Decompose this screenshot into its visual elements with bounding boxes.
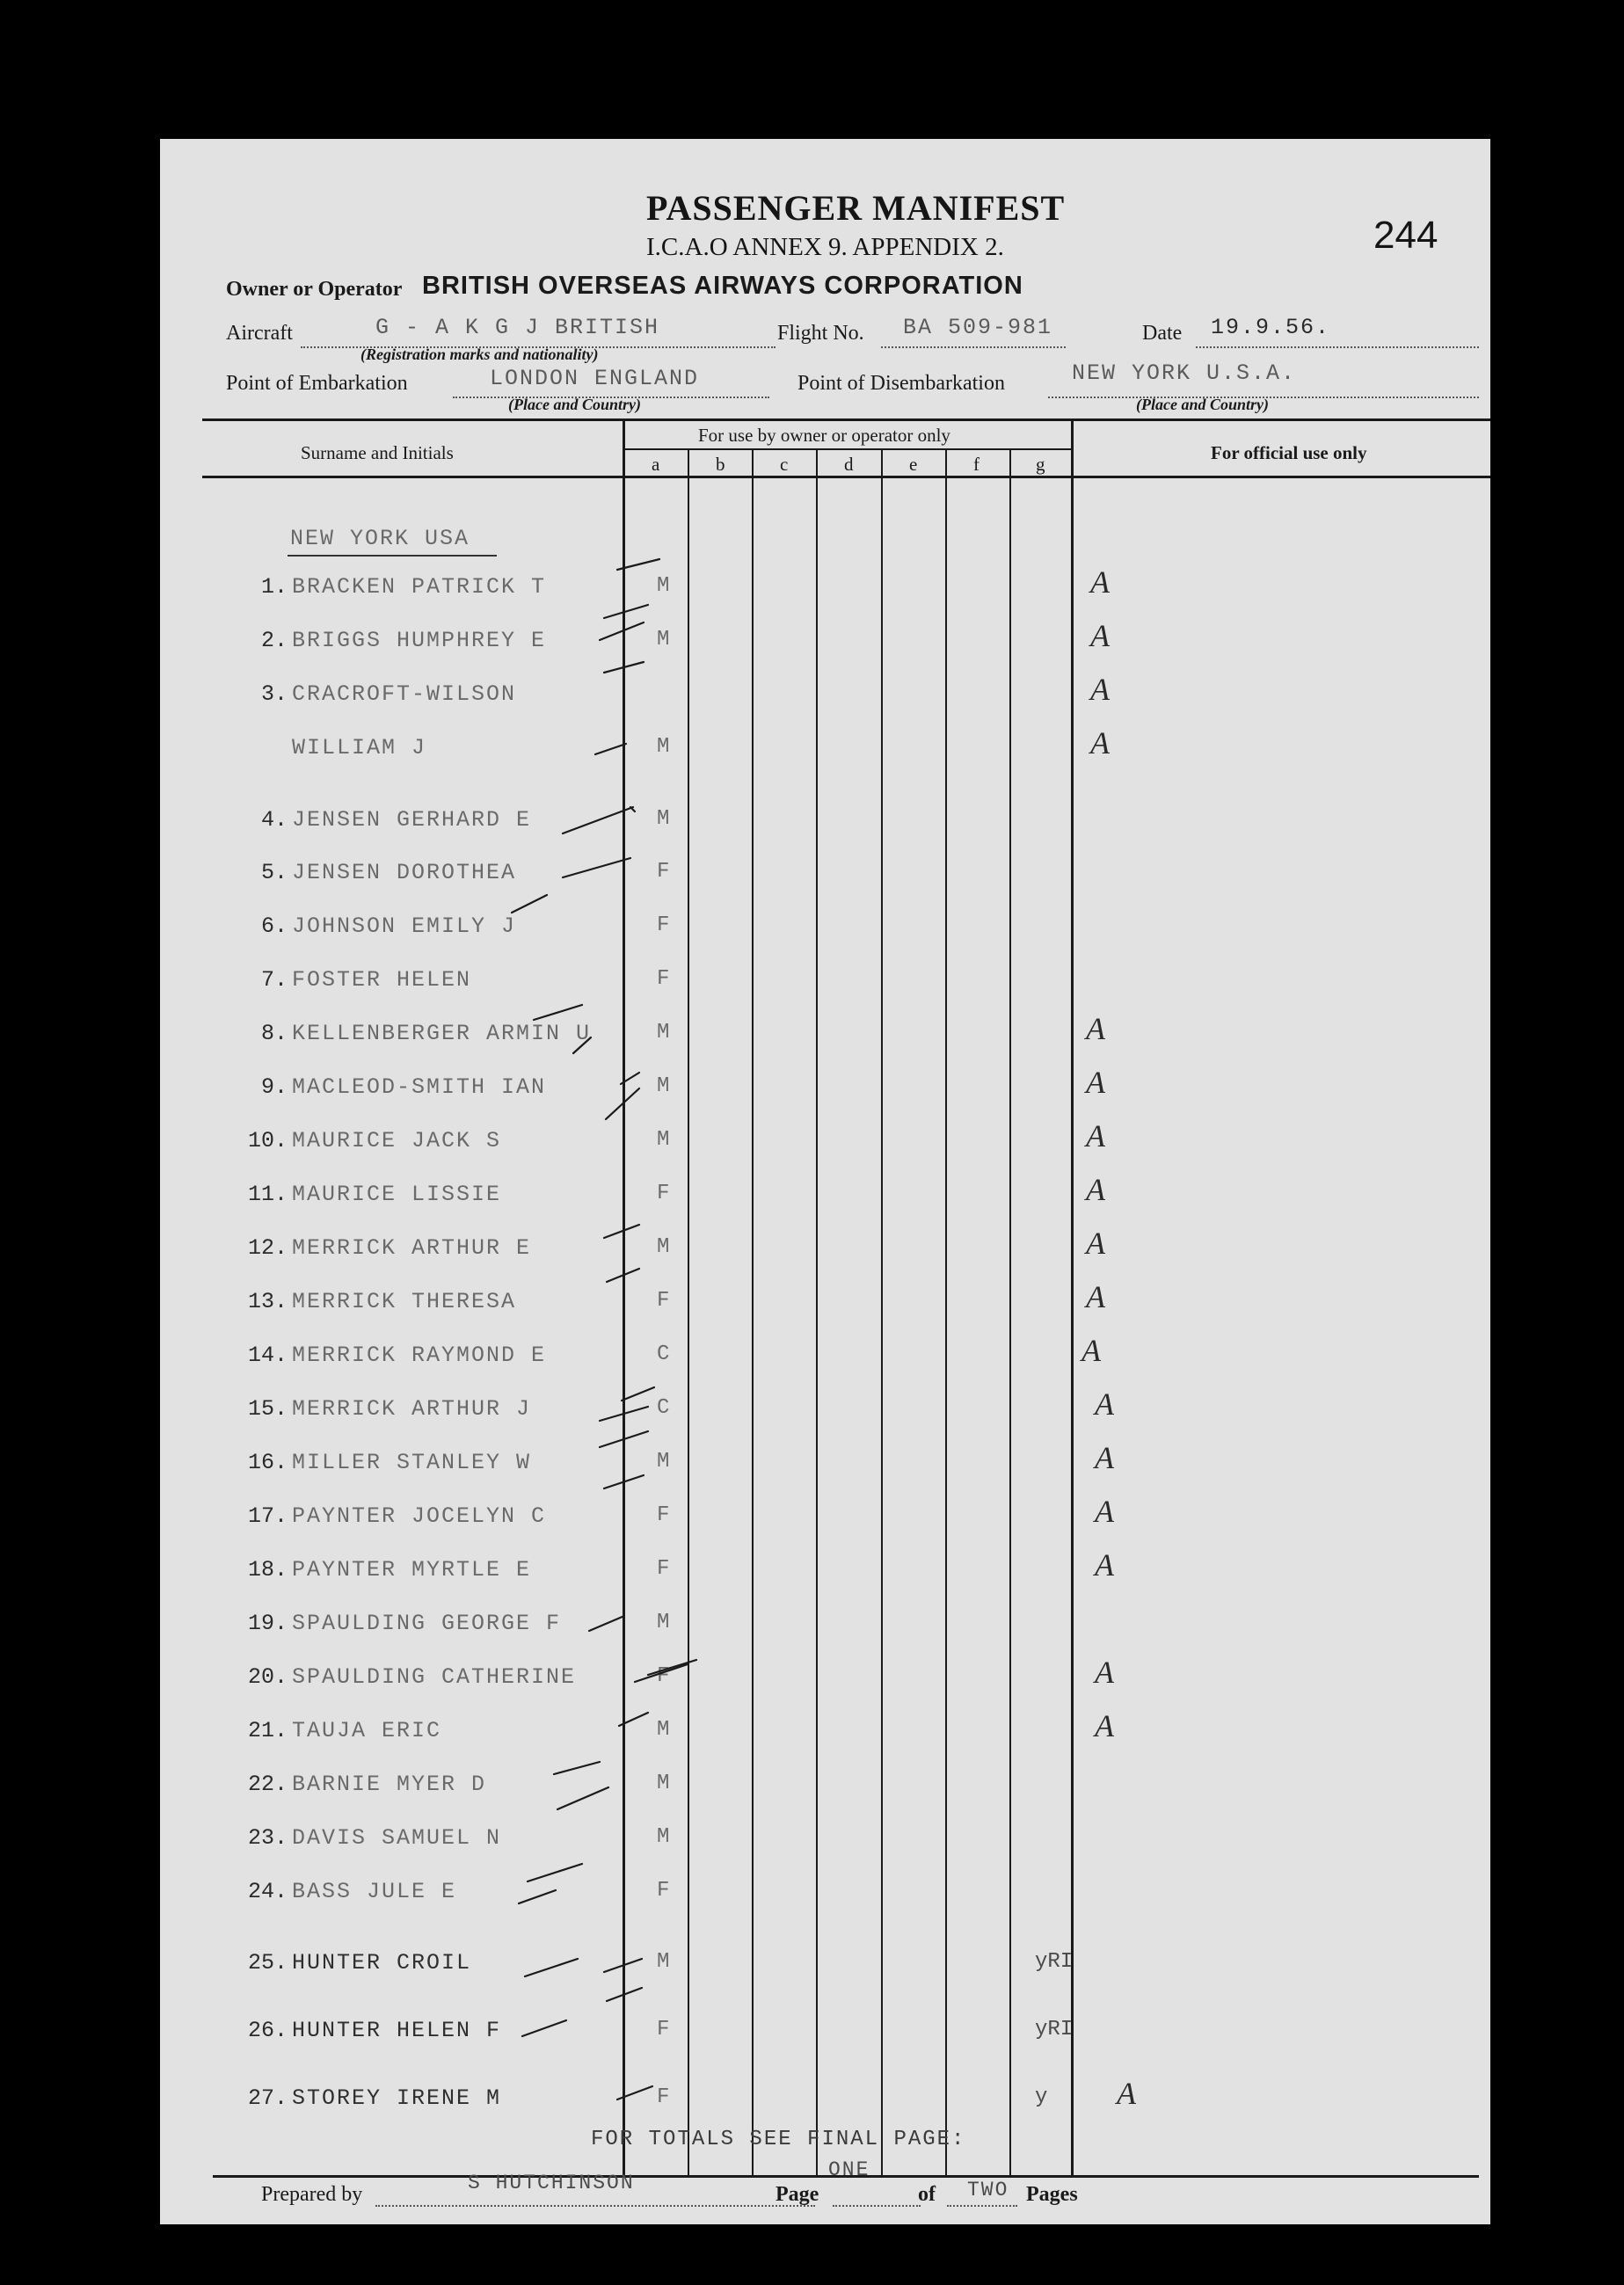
row-number: 18. xyxy=(247,1557,288,1583)
passenger-name: CRACROFT-WILSON xyxy=(292,681,517,707)
row-number: 13. xyxy=(247,1289,288,1314)
official-mark: A xyxy=(1095,1708,1114,1743)
official-mark: A xyxy=(1095,1386,1114,1422)
passenger-name: MAURICE LISSIE xyxy=(292,1182,502,1207)
embark-caption: (Place and Country) xyxy=(508,396,641,413)
official-mark: A xyxy=(1095,1547,1114,1583)
page-line xyxy=(833,2205,921,2207)
column-a-value: F xyxy=(657,1879,670,1903)
passenger-name: JENSEN GERHARD E xyxy=(292,807,532,833)
row-number: 17. xyxy=(247,1503,288,1529)
column-letter-a: a xyxy=(652,454,660,475)
row-number: 6. xyxy=(260,913,288,939)
row-number: 22. xyxy=(247,1772,288,1797)
column-a-value: F xyxy=(657,2085,670,2109)
official-mark: A xyxy=(1086,1279,1105,1314)
passenger-name: SPAULDING GEORGE F xyxy=(292,1611,562,1636)
official-mark: A xyxy=(1117,2076,1136,2111)
row-number: 27. xyxy=(247,2085,288,2111)
row-number: 2. xyxy=(260,628,288,653)
destination-heading: NEW YORK USA xyxy=(290,526,470,551)
manifest-sheet xyxy=(160,139,1490,2224)
embark-value: LONDON ENGLAND xyxy=(490,366,700,391)
of-label: of xyxy=(918,2183,936,2206)
column-a-value: M xyxy=(657,628,670,651)
passenger-name: MERRICK RAYMOND E xyxy=(292,1343,547,1368)
column-a-value: F xyxy=(657,1557,670,1581)
row-number: 8. xyxy=(260,1021,288,1046)
column-a-value: F xyxy=(657,1289,670,1313)
column-a-value: M xyxy=(657,1128,670,1152)
column-g-value: y xyxy=(1035,2085,1048,2109)
page-number: 244 xyxy=(1373,214,1438,257)
official-mark: A xyxy=(1086,1011,1105,1046)
column-a-value: F xyxy=(657,2018,670,2041)
passenger-name: MILLER STANLEY W xyxy=(292,1450,532,1475)
column-letter-e: e xyxy=(909,454,918,475)
column-a-value: M xyxy=(657,574,670,598)
official-mark: A xyxy=(1086,1172,1105,1207)
passenger-name: MACLEOD-SMITH IAN xyxy=(292,1074,547,1100)
official-mark: A xyxy=(1095,1655,1114,1690)
passenger-name: STOREY IRENE M xyxy=(292,2085,502,2111)
passenger-name: KELLENBERGER ARMIN U xyxy=(292,1021,592,1046)
column-letter-f: f xyxy=(973,454,979,475)
prepared-value: S HUTCHINSON xyxy=(468,2172,635,2194)
row-number: 19. xyxy=(247,1611,288,1636)
passenger-name: BASS JULE E xyxy=(292,1879,457,1904)
row-number: 14. xyxy=(247,1343,288,1368)
official-mark: A xyxy=(1086,1226,1105,1261)
official-mark: A xyxy=(1086,1118,1105,1153)
surname-header: Surname and Initials xyxy=(301,442,454,463)
disembark-value: NEW YORK U.S.A. xyxy=(1072,360,1297,386)
column-a-value: F xyxy=(657,913,670,937)
flight-value: BA 509-981 xyxy=(903,315,1053,340)
row-number: 21. xyxy=(247,1718,288,1743)
passenger-name: MERRICK ARTHUR J xyxy=(292,1396,532,1422)
owner-use-header: For use by owner or operator only xyxy=(698,425,950,446)
pages-label: Pages xyxy=(1026,2183,1078,2206)
date-value: 19.9.56. xyxy=(1211,315,1331,340)
passenger-name: FOSTER HELEN xyxy=(292,967,472,993)
of-value: TWO xyxy=(967,2179,1009,2201)
row-number: 26. xyxy=(247,2018,288,2043)
passenger-name: JENSEN DOROTHEA xyxy=(292,860,517,885)
page-value: ONE xyxy=(828,2158,870,2181)
passenger-name: HUNTER HELEN F xyxy=(292,2018,502,2043)
flight-label: Flight No. xyxy=(777,322,864,345)
row-number: 5. xyxy=(260,860,288,885)
row-number: 7. xyxy=(260,967,288,993)
row-number: 23. xyxy=(247,1825,288,1851)
column-letter-b: b xyxy=(716,454,725,475)
column-letter-g: g xyxy=(1036,454,1045,475)
row-number: 20. xyxy=(247,1664,288,1690)
passenger-name: MERRICK ARTHUR E xyxy=(292,1235,532,1261)
column-a-value: M xyxy=(657,1235,670,1259)
passenger-name: MERRICK THERESA xyxy=(292,1289,517,1314)
form-subtitle: I.C.A.O ANNEX 9. APPENDIX 2. xyxy=(646,233,1004,261)
official-mark: A xyxy=(1095,1440,1114,1475)
passenger-name: BARNIE MYER D xyxy=(292,1772,487,1797)
column-a-value: F xyxy=(657,1664,670,1688)
row-number: 16. xyxy=(247,1450,288,1475)
row-number: 4. xyxy=(260,807,288,833)
passenger-name: BRACKEN PATRICK T xyxy=(292,574,547,600)
row-number: 15. xyxy=(247,1396,288,1422)
column-g-value: yRI xyxy=(1035,1950,1074,1974)
official-mark: A xyxy=(1086,1065,1105,1100)
column-a-value: F xyxy=(657,967,670,991)
row-number: 9. xyxy=(260,1074,288,1100)
form-title: PASSENGER MANIFEST xyxy=(646,188,1066,228)
embark-label: Point of Embarkation xyxy=(226,372,408,395)
column-a-value: M xyxy=(657,1718,670,1742)
owner-value: BRITISH OVERSEAS AIRWAYS CORPORATION xyxy=(422,272,1023,300)
passenger-name: JOHNSON EMILY J xyxy=(292,913,517,939)
passenger-name: WILLIAM J xyxy=(292,735,427,760)
column-a-value: F xyxy=(657,860,670,884)
official-header: For official use only xyxy=(1211,442,1367,463)
date-label: Date xyxy=(1142,322,1183,345)
official-mark: A xyxy=(1090,564,1110,600)
totals-note: FOR TOTALS SEE FINAL PAGE: xyxy=(591,2128,966,2151)
row-number: 24. xyxy=(247,1879,288,1904)
aircraft-caption: (Registration marks and nationality) xyxy=(360,346,599,363)
check-marks xyxy=(160,139,1490,2224)
column-g-value: yRI xyxy=(1035,2018,1074,2041)
passenger-name: PAYNTER JOCELYN C xyxy=(292,1503,547,1529)
column-letter-d: d xyxy=(844,454,854,475)
column-a-value: M xyxy=(657,1450,670,1474)
column-a-value: M xyxy=(657,1074,670,1098)
row-number: 12. xyxy=(247,1235,288,1261)
column-a-value: M xyxy=(657,1950,670,1974)
column-a-value: M xyxy=(657,735,670,759)
disembark-label: Point of Disembarkation xyxy=(797,372,1005,395)
disembark-caption: (Place and Country) xyxy=(1136,396,1269,413)
official-mark: A xyxy=(1095,1494,1114,1529)
passenger-name: PAYNTER MYRTLE E xyxy=(292,1557,532,1583)
passenger-name: DAVIS SAMUEL N xyxy=(292,1825,502,1851)
column-a-value: M xyxy=(657,1825,670,1849)
prepared-line xyxy=(375,2205,815,2207)
column-a-value: M xyxy=(657,1611,670,1634)
official-mark: A xyxy=(1090,618,1110,653)
official-mark: A xyxy=(1081,1333,1101,1368)
column-a-value: C xyxy=(657,1396,670,1420)
passenger-name: BRIGGS HUMPHREY E xyxy=(292,628,547,653)
column-letter-c: c xyxy=(780,454,789,475)
column-a-value: M xyxy=(657,807,670,831)
column-a-value: F xyxy=(657,1182,670,1205)
row-number: 1. xyxy=(260,574,288,600)
column-a-value: M xyxy=(657,1021,670,1044)
passenger-name: HUNTER CROIL xyxy=(292,1950,472,1976)
row-number: 3. xyxy=(260,681,288,707)
aircraft-label: Aircraft xyxy=(226,322,293,345)
aircraft-value: G - A K G J BRITISH xyxy=(375,315,660,340)
column-a-value: M xyxy=(657,1772,670,1795)
of-line xyxy=(947,2205,1017,2207)
prepared-label: Prepared by xyxy=(261,2183,363,2206)
passenger-name: MAURICE JACK S xyxy=(292,1128,502,1153)
column-a-value: C xyxy=(657,1343,670,1366)
page-label: Page xyxy=(776,2183,819,2206)
passenger-name: SPAULDING CATHERINE xyxy=(292,1664,577,1690)
official-mark: A xyxy=(1090,672,1110,707)
owner-label: Owner or Operator xyxy=(226,278,403,301)
passenger-name: TAUJA ERIC xyxy=(292,1718,442,1743)
row-number: 11. xyxy=(247,1182,288,1207)
row-number: 10. xyxy=(247,1128,288,1153)
official-mark: A xyxy=(1090,725,1110,760)
column-a-value: F xyxy=(657,1503,670,1527)
row-number: 25. xyxy=(247,1950,288,1976)
